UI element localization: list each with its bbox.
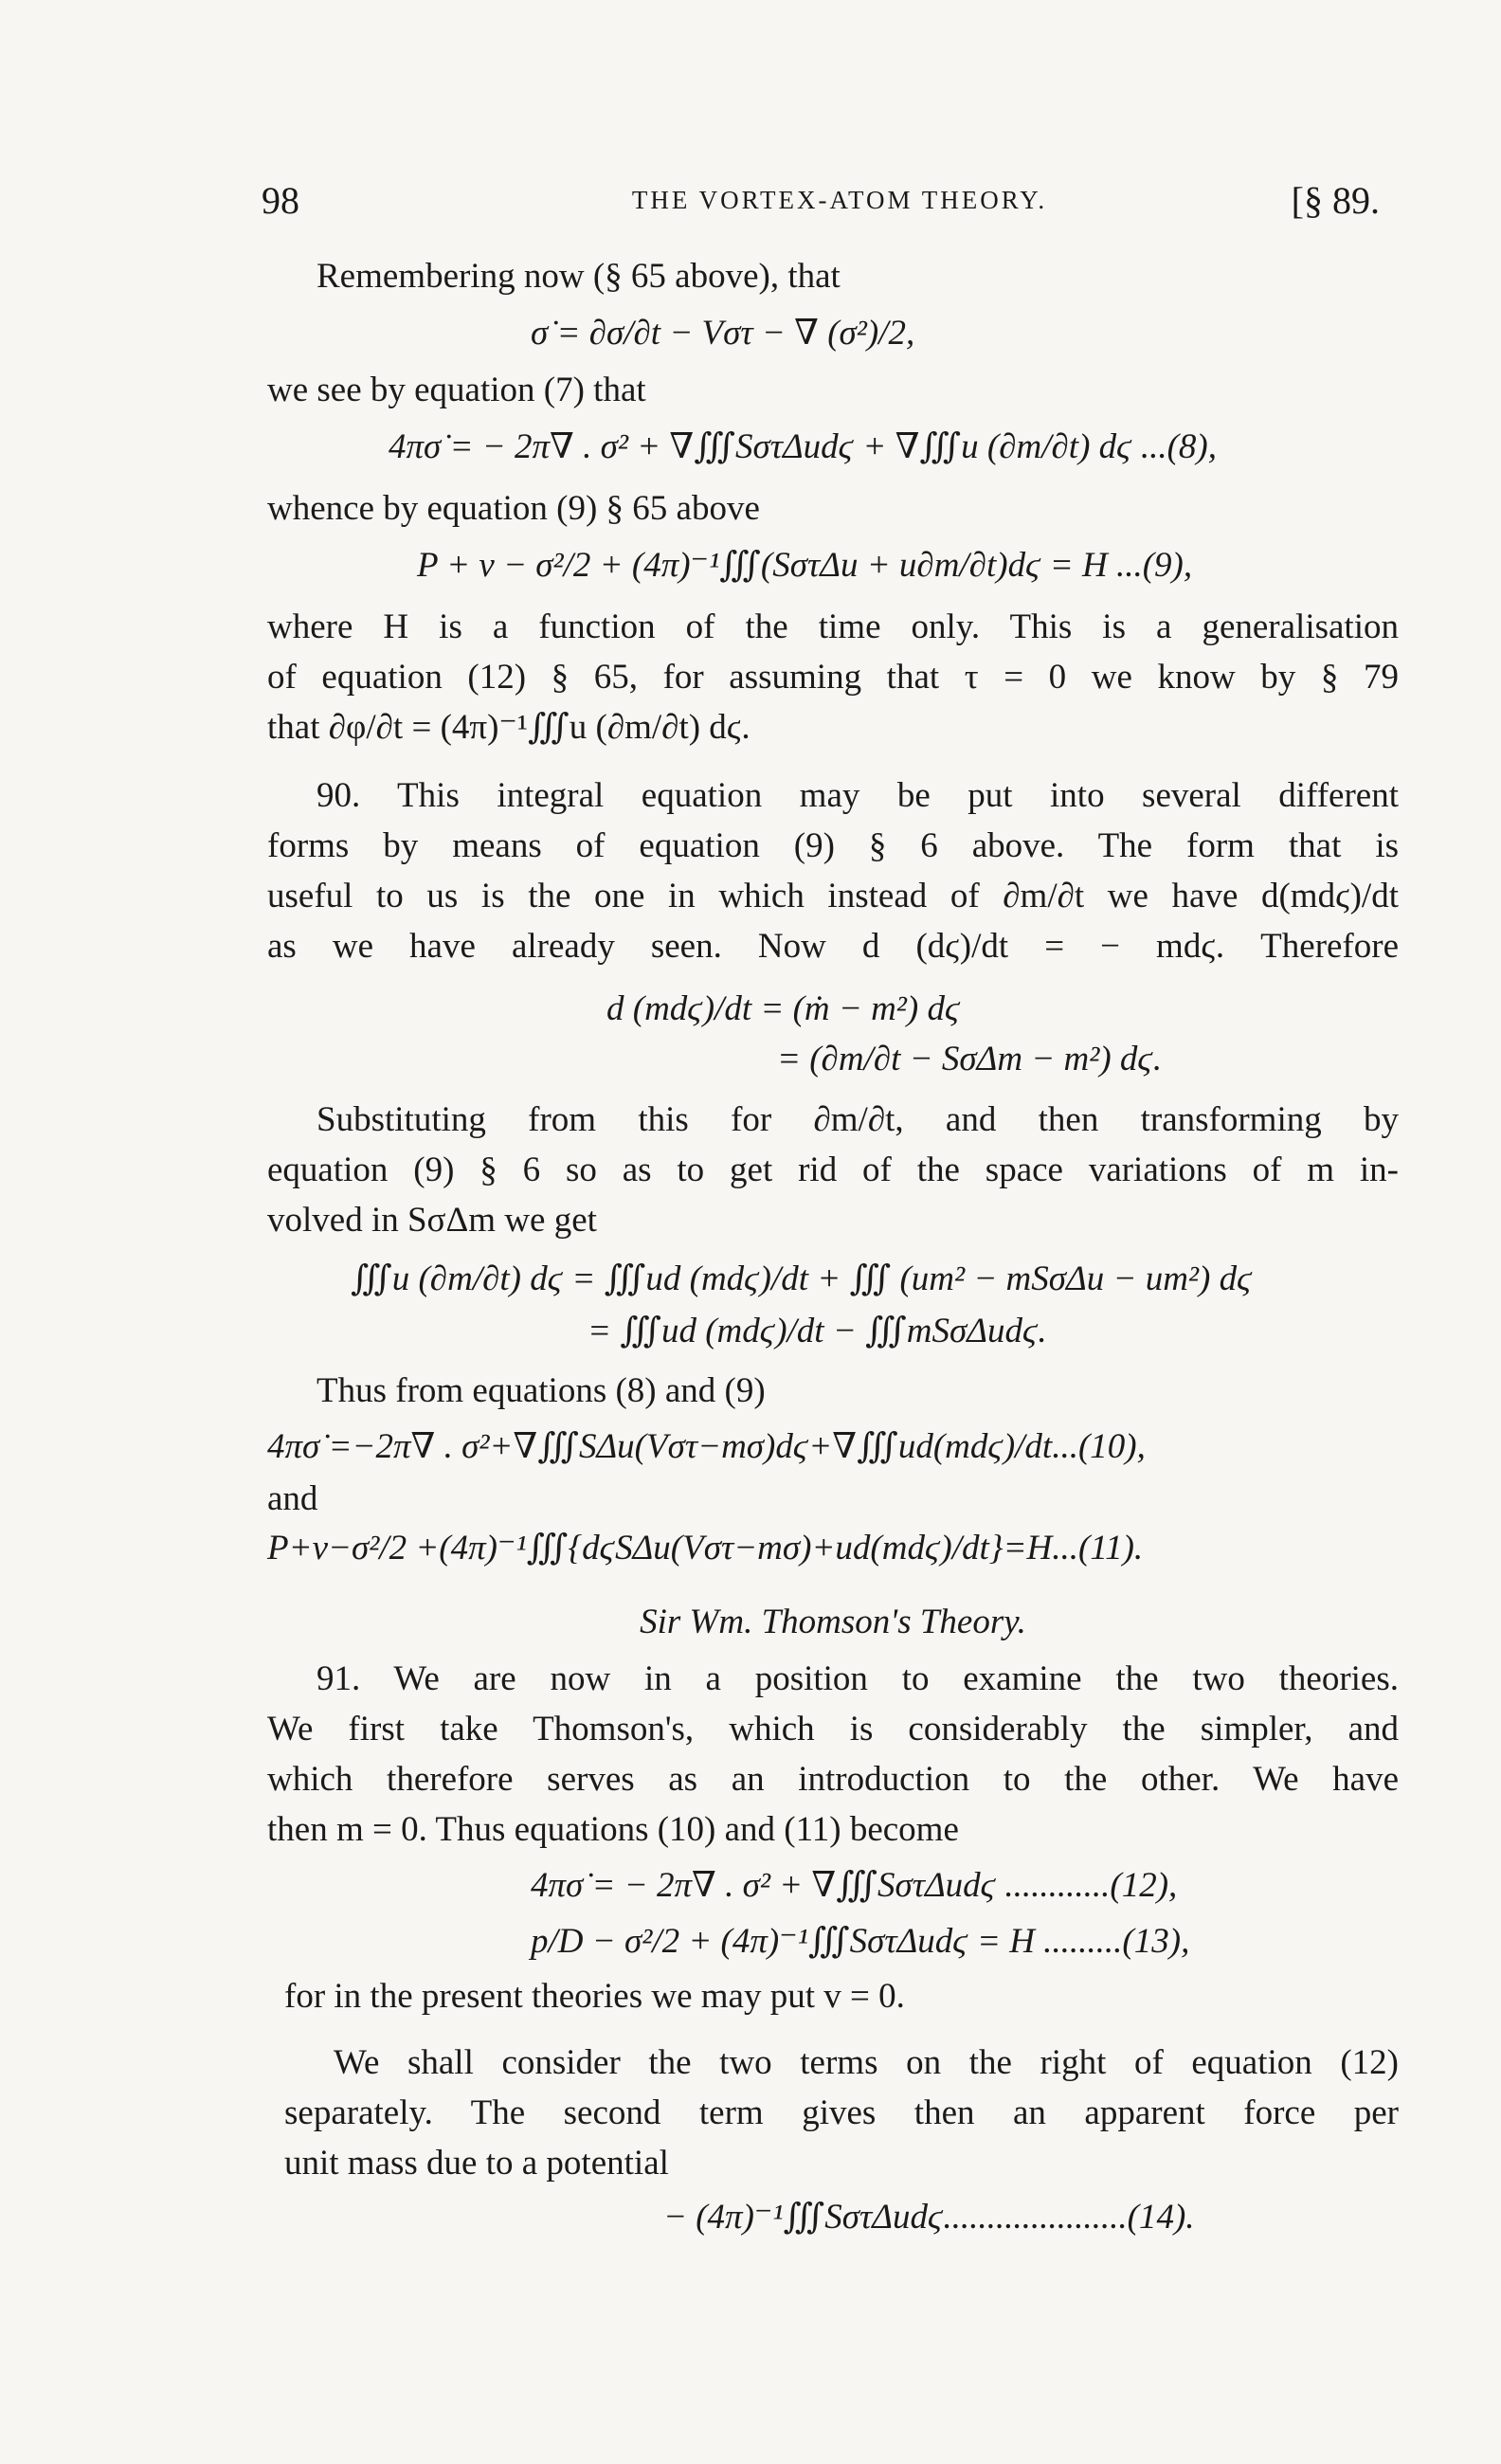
text-line: Thus from equations (8) and (9) bbox=[316, 1371, 766, 1410]
text-line: for in the present theories we may put v = 0. bbox=[284, 1977, 905, 2016]
text-line: We first take Thomson's, which is considerably the simpler, and bbox=[267, 1710, 1399, 1748]
text-line: where H is a function of the time only. This is a generalisation bbox=[267, 607, 1399, 646]
text-line: and bbox=[267, 1479, 318, 1518]
equation-line: 4πσ̇ = − 2π∇ . σ² + ∇∭SστΔudϛ + ∇∭u (∂m/∂t) dϛ ...(8), bbox=[389, 427, 1217, 466]
paragraph-91-start: 91. We are now in a position to examine the two theories. bbox=[316, 1659, 1399, 1698]
running-title: THE VORTEX-ATOM THEORY. bbox=[631, 186, 1048, 214]
equation-line: σ̇ = ∂σ/∂t − Vστ − ∇ (σ²)/2, bbox=[531, 314, 915, 353]
text-line: useful to us is the one in which instead of ∂m/∂t we have d(mdϛ)/dt bbox=[267, 877, 1399, 915]
text-line: Substituting from this for ∂m/∂t, and then transforming by bbox=[316, 1100, 1399, 1139]
running-header bbox=[262, 178, 1418, 226]
equation-line: ∭u (∂m/∂t) dϛ = ∭ud (mdϛ)/dt + ∭ (um² − mSσΔu − um²) dϛ bbox=[351, 1259, 1253, 1298]
text-line: volved in SσΔm we get bbox=[267, 1201, 597, 1240]
text-line: which therefore serves as an introduction to the other. We have bbox=[267, 1760, 1399, 1799]
equation-line: P+v−σ²/2 +(4π)⁻¹∭{dϛSΔu(Vστ−mσ)+ud(mdϛ)/dt}=H...(11). bbox=[267, 1529, 1144, 1567]
equation-line: = ∭ud (mdϛ)/dt − ∭mSσΔudϛ. bbox=[588, 1312, 1047, 1350]
equation-line: − (4π)⁻¹∭SστΔudϛ.....................(14). bbox=[663, 2198, 1195, 2237]
text-line: unit mass due to a potential bbox=[284, 2144, 669, 2183]
equation-line: 4πσ̇ = − 2π∇ . σ² + ∇∭SστΔudϛ ............(12), bbox=[531, 1866, 1178, 1905]
text-line: that ∂φ/∂t = (4π)⁻¹∭u (∂m/∂t) dϛ. bbox=[267, 708, 750, 747]
equation-line: P + v − σ²/2 + (4π)⁻¹∭(SστΔu + u∂m/∂t)dϛ = H ...(9), bbox=[417, 546, 1193, 585]
text-line: whence by equation (9) § 65 above bbox=[267, 489, 760, 528]
equation-line: d (mdϛ)/dt = (ṁ − m²) dϛ bbox=[606, 989, 961, 1028]
section-reference: [§ 89. bbox=[1291, 179, 1380, 222]
page-number: 98 bbox=[262, 179, 299, 222]
text-line: separately. The second term gives then an apparent force per bbox=[284, 2093, 1399, 2132]
text-line: forms by means of equation (9) § 6 above. The form that is bbox=[267, 826, 1399, 865]
equation-line: = (∂m/∂t − SσΔm − m²) dϛ. bbox=[777, 1040, 1163, 1078]
equation-line: p/D − σ²/2 + (4π)⁻¹∭SστΔudϛ = H .........(13), bbox=[531, 1922, 1190, 1961]
text-line: Remembering now (§ 65 above), that bbox=[316, 257, 841, 296]
text-line: equation (9) § 6 so as to get rid of the space variations of m in- bbox=[267, 1150, 1399, 1189]
text-line: we see by equation (7) that bbox=[267, 371, 646, 409]
equation-line: 4πσ̇ =−2π∇ . σ²+∇∭SΔu(Vστ−mσ)dϛ+∇∭ud(mdϛ)/dt...(10), bbox=[267, 1427, 1146, 1466]
paragraph-90-start: 90. This integral equation may be put into several different bbox=[316, 776, 1399, 815]
text-line: We shall consider the two terms on the right of equation (12) bbox=[334, 2043, 1399, 2082]
section-heading: Sir Wm. Thomson's Theory. bbox=[640, 1603, 1026, 1641]
text-line: as we have already seen. Now d (dϛ)/dt = − mdϛ. Therefore bbox=[267, 927, 1399, 966]
text-line: then m = 0. Thus equations (10) and (11) become bbox=[267, 1810, 959, 1849]
text-line: of equation (12) § 65, for assuming that τ = 0 we know by § 79 bbox=[267, 658, 1399, 697]
